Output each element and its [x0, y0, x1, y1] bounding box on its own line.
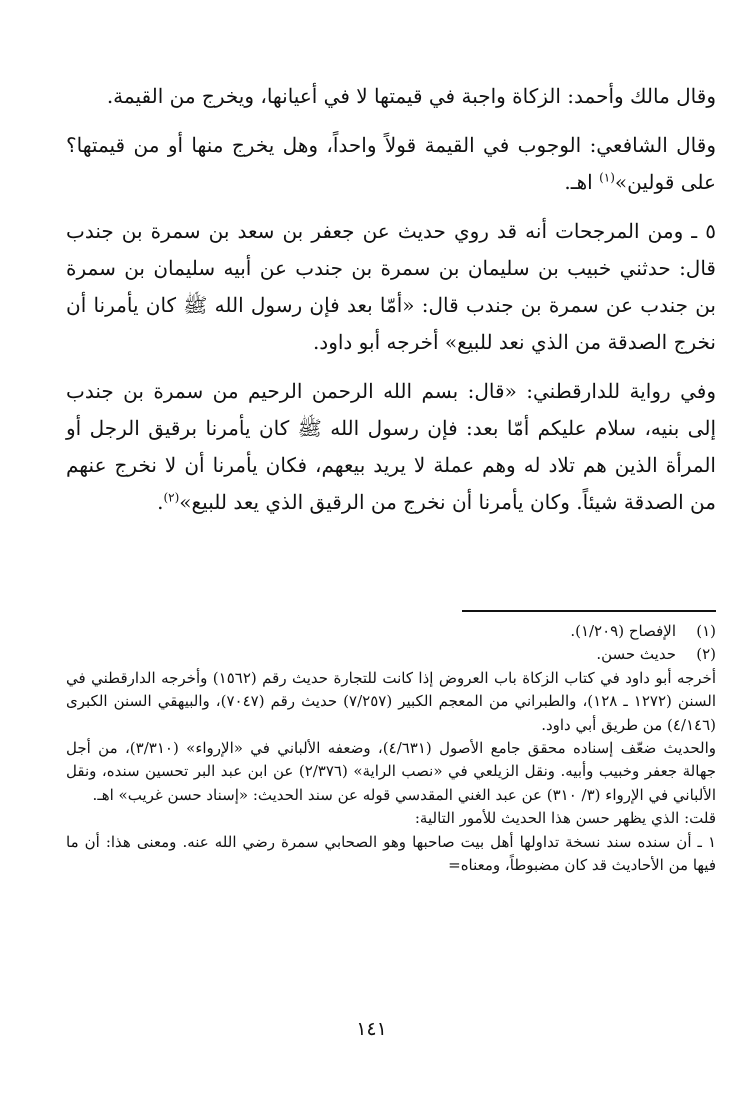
paragraph-maliki: وقال مالك وأحمد: الزكاة واجبة في قيمتها لا في أعيانها، ويخرج من القيمة. — [106, 84, 716, 108]
paragraph-shafii — [66, 127, 716, 201]
paragraph-shafii-end: اهـ. — [564, 170, 600, 194]
footnote-2-number: (٢) — [696, 645, 716, 664]
footnote-2-text: حديث حسن. — [596, 645, 676, 664]
footnote-ref-1: (١) — [599, 170, 615, 185]
paragraph-murajjihat: ٥ ـ ومن المرجحات أنه قد روي حديث عن جعفر بن سعد بن سمرة بن جندب قال: حدثني خبيب بن سليمان بن سمرة بن جندب عن أبيه سليمان بن سمرة بن جندب عن سمرة بن جندب قال: «أمّا بعد فإن رسول الله ﷺ كان يأمرنا أن نخرج الصدقة من الذي نعد للبيع» أخرجه أبو داود. — [66, 219, 716, 354]
footnote-2-grading: والحديث ضعّف إسناده محقق جامع الأصول (٤/٦٣١)، وضعفه الألباني في «الإرواء» (٣/٣١٠)، من أجل جهالة جعفر وخبيب وأبيه. ونقل الزيلعي في «نصب الراية» (٢/٣٧٦) عن ابن عبد البر تحسين سنده، ونقل الألباني في الإرواء (٣/ ٣١٠) عن عبد الغني المقدسي قوله عن سند الحديث: «إسناد حسن غريب» اهـ. — [66, 739, 716, 804]
footnotes — [66, 620, 716, 877]
footnote-2 — [66, 643, 716, 666]
paragraph-shafii-text: وقال الشافعي: الوجوب في القيمة قولاً واحداً، وهل يخرج منها أو من قيمتها؟ على قولين» — [66, 133, 716, 194]
paragraph-daraqutni-end: . — [157, 490, 164, 514]
footnote-2-opinion: قلت: الذي يظهر حسن هذا الحديث للأمور التالية: — [414, 809, 716, 828]
footnote-divider — [462, 610, 716, 612]
footnote-1-text: الإفصاح (١/٢٠٩). — [570, 622, 676, 640]
footnote-2-reason-1: ١ ـ أن سنده سند نسخة تداولها أهل بيت صاحبها وهو الصحابي سمرة رضي الله عنه. ومعنى هذا: أن ما فيها من الأحاديث قد كان مضبوطاً، ومعناه= — [66, 832, 716, 875]
main-text — [66, 78, 716, 521]
paragraph-daraqutni — [66, 373, 716, 521]
paragraph-daraqutni-text: وفي رواية للدارقطني: «قال: بسم الله الرحمن الرحيم من سمرة بن جندب إلى بنيه، سلام عليكم أمّا بعد: فإن رسول الله ﷺ كان يأمرنا برقيق الرجل أو المرأة الذين هم تلاد له وهم عملة لا يريد بيعهم، فكان يأمرنا أن لا نخرج عنهم من الصدقة شيئاً. وكان يأمرنا أن نخرج من الرقيق الذي يعد للبيع» — [66, 379, 717, 514]
footnote-2-body — [66, 667, 716, 878]
footnote-1 — [66, 620, 716, 643]
footnote-1-number: (١) — [696, 622, 716, 640]
footnote-ref-2: (٢) — [163, 490, 180, 505]
page-number: ١٤١ — [356, 1018, 387, 1040]
footnote-2-takhrij: أخرجه أبو داود في كتاب الزكاة باب العروض إذا كانت للتجارة حديث رقم (١٥٦٢) وأخرجه الدارقطني في السنن (١٢٧٢ ـ ١٢٨)، والطبراني من المعجم الكبير (٧/٢٥٧) حديث رقم (٧٠٤٧)، والبيهقي السنن الكبرى (٤/١٤٦) من طريق أبي داود. — [66, 668, 716, 734]
